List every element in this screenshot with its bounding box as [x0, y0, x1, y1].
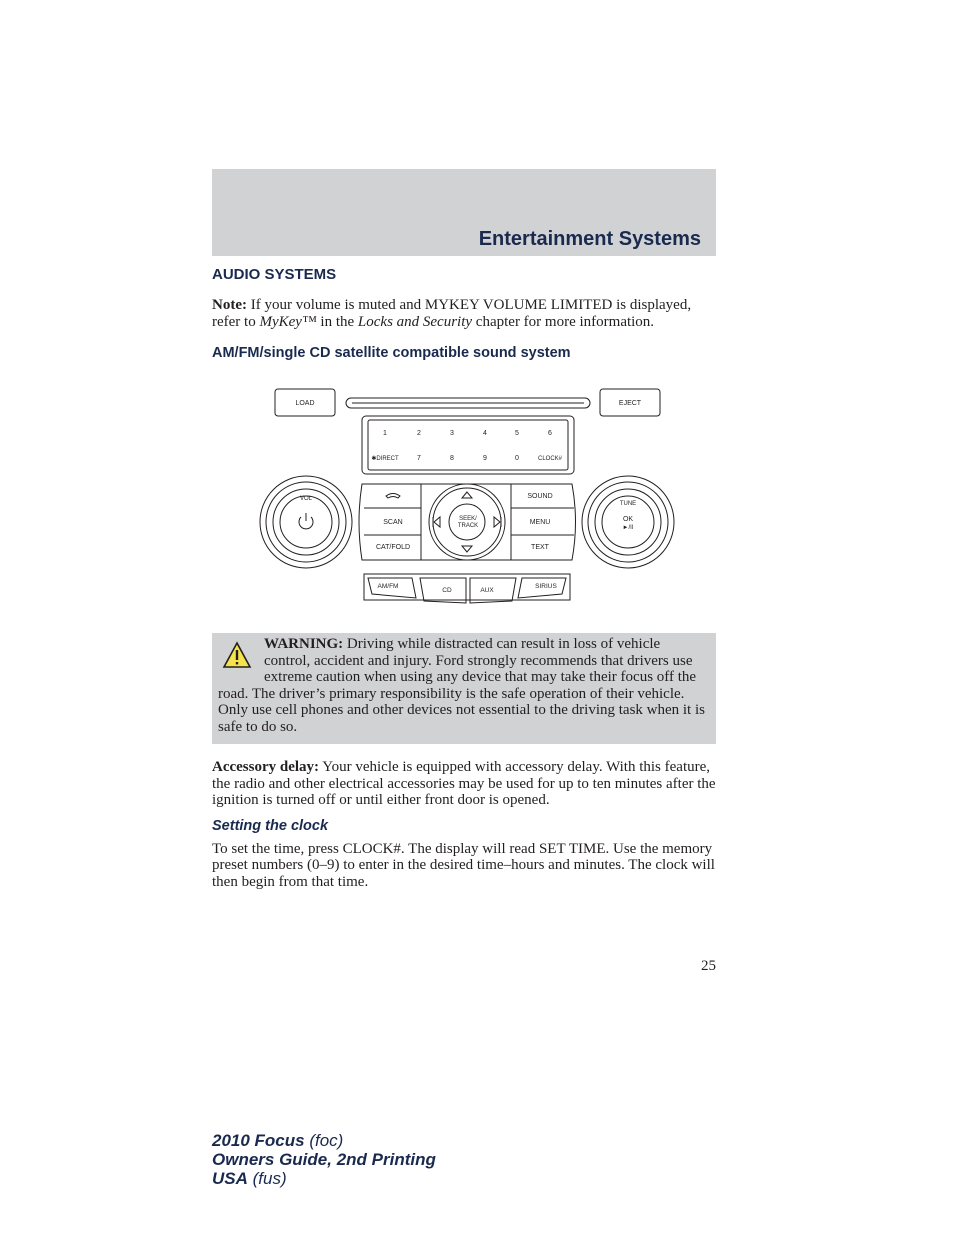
warning-body: Driving while distracted can result in loss of vehicle control, accident and injury. Ford strongly recommends that drivers use extreme caution when using any device that may take their focus off the road. The driver’s primary responsibility is the safe operation of their vehicle. Only use cell phones and other devices not essential to the driving task when it is safe to do so.: [218, 636, 705, 735]
cat-fold-label: CAT/FOLD: [375, 544, 411, 551]
sirius-label: SIRIUS: [535, 583, 557, 590]
footer-market: USA: [212, 1169, 248, 1188]
footer-line-2: Owners Guide, 2nd Printing: [212, 1150, 436, 1169]
track-label: TRACK: [457, 523, 479, 529]
subsection-title: AM/FM/single CD satellite compatible sound system: [212, 345, 571, 361]
power-icon: [299, 513, 313, 529]
clock-heading: Setting the clock: [212, 817, 329, 834]
chapter-title: Entertainment Systems: [478, 228, 701, 250]
accessory-paragraph: [212, 759, 716, 809]
preset-7: 7: [417, 455, 421, 462]
locks-security-reference: Locks and Security: [357, 313, 473, 330]
main-content: [212, 266, 716, 361]
section-title: AUDIO SYSTEMS: [212, 266, 337, 283]
preset-4: 4: [483, 430, 487, 437]
load-label: LOAD: [295, 400, 315, 407]
preset-8: 8: [450, 455, 454, 462]
preset-6: 6: [548, 430, 552, 437]
warning-box: [212, 633, 716, 744]
eject-label: EJECT: [618, 400, 642, 407]
text-label: TEXT: [531, 544, 549, 551]
footer-line-3: [212, 1169, 436, 1188]
clock-paragraph: To set the time, press CLOCK#. The display will read SET TIME. Use the memory preset numbers (0–9) to enter in the desired time–hours and minutes. The clock will then begin from that time.: [212, 840, 715, 890]
seek-label: SEEK/: [459, 516, 477, 522]
warning-triangle-icon: [222, 639, 252, 671]
menu-label: MENU: [529, 519, 551, 526]
seek-back-icon: [434, 517, 440, 527]
footer-model: 2010 Focus: [212, 1131, 305, 1150]
note-label: Note:: [212, 297, 247, 313]
page-number: 25: [701, 958, 716, 974]
ok-label: OK: [622, 516, 634, 523]
preset-0: 0: [515, 455, 519, 462]
accessory-label: Accessory delay:: [212, 759, 320, 775]
tune-label: TUNE: [619, 501, 637, 507]
volume-knob: [260, 476, 352, 568]
scan-label: SCAN: [383, 519, 403, 526]
preset-2: 2: [417, 430, 421, 437]
preset-direct: ✱DIRECT: [371, 456, 399, 462]
seek-forward-icon: [494, 517, 500, 527]
warning-label: WARNING:: [264, 636, 344, 652]
arrow-down-icon: [462, 546, 472, 552]
note-paragraph: [212, 297, 716, 330]
preset-5: 5: [515, 430, 519, 437]
header-band: [212, 169, 716, 256]
cd-label: CD: [442, 587, 452, 594]
radio-faceplate-illustration: [256, 384, 676, 608]
note-text-3: chapter for more information.: [472, 313, 655, 330]
preset-panel: [362, 416, 574, 474]
lower-content: [212, 759, 716, 899]
preset-9: 9: [483, 455, 487, 462]
play-pause-label: ►/II: [622, 525, 634, 531]
mykey-reference: MyKey™: [259, 313, 317, 330]
arrow-up-icon: [462, 492, 472, 498]
warning-text: [218, 636, 706, 735]
preset-1: 1: [383, 430, 387, 437]
preset-clock: CLOCK#: [537, 456, 563, 462]
preset-3: 3: [450, 430, 454, 437]
vol-label: VOL: [299, 496, 313, 502]
phone-icon: [386, 494, 400, 499]
footer-line-1: [212, 1131, 436, 1150]
footer-market-code: (fus): [247, 1169, 287, 1188]
footer: [212, 1131, 436, 1188]
note-text-2: in the: [316, 313, 358, 330]
footer-model-code: (foc): [304, 1131, 344, 1150]
amfm-label: AM/FM: [377, 583, 399, 590]
aux-label: AUX: [480, 587, 494, 594]
sound-label: SOUND: [527, 493, 553, 500]
note-text-1: If your volume is muted and MYKEY VOLUME LIMITED is displayed, refer to: [212, 297, 692, 330]
accessory-text: Your vehicle is equipped with accessory delay. With this feature, the radio and other electrical accessories may be used for up to ten minutes after the ignition is turned off or until either front door is opened.: [212, 759, 716, 808]
